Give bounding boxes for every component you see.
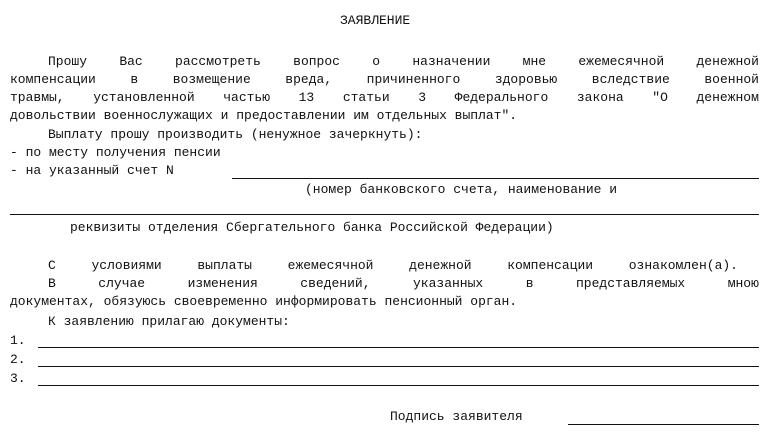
attach-prompt: К заявлению прилагаю документы: xyxy=(48,314,290,329)
word: выплаты xyxy=(197,258,252,273)
word: мне xyxy=(522,54,547,69)
account-number-line[interactable] xyxy=(232,178,759,179)
word: изменения xyxy=(187,276,258,291)
word: сведений, xyxy=(300,276,371,291)
word: 3 xyxy=(418,90,427,105)
change-line-2: документах, обязуюсь своевременно информировать пенсионный орган. xyxy=(10,294,518,309)
word: денежной xyxy=(696,54,759,69)
word: ознакомлен(а). xyxy=(628,258,738,273)
change-line xyxy=(48,275,759,292)
word: военной xyxy=(704,72,759,87)
word: условиями xyxy=(91,258,162,273)
word: статьи xyxy=(342,90,390,105)
payment-prompt: Выплату прошу производить (ненужное зачеркнуть): xyxy=(48,127,423,142)
word: здоровью xyxy=(494,72,558,87)
attach-number-2: 2. xyxy=(10,352,26,367)
payment-option-pension[interactable]: - по месту получения пенсии xyxy=(10,145,221,160)
word: компенсации xyxy=(507,258,594,273)
paragraph1-line3 xyxy=(10,89,759,106)
attach-line-3[interactable] xyxy=(38,385,759,386)
word: назначении xyxy=(412,54,491,69)
word: мною xyxy=(727,276,759,291)
word: ежемесячной xyxy=(578,54,665,69)
word: вследствие xyxy=(591,72,670,87)
word: в xyxy=(130,72,139,87)
word: возмещение xyxy=(172,72,251,87)
word: Вас xyxy=(119,54,143,69)
attach-line-1[interactable] xyxy=(38,347,759,348)
attach-line-2[interactable] xyxy=(38,366,759,367)
word: рассмотреть xyxy=(175,54,261,69)
signature-label: Подпись заявителя xyxy=(390,409,523,424)
word: компенсации xyxy=(10,72,96,87)
attach-number-1: 1. xyxy=(10,333,26,348)
account-hint-1: (номер банковского счета, наименование и xyxy=(305,182,618,197)
document-title: ЗАЯВЛЕНИЕ xyxy=(340,13,411,28)
word: о xyxy=(372,54,381,69)
word: в xyxy=(525,276,534,291)
word: денежном xyxy=(696,90,759,105)
paragraph1-line1 xyxy=(48,53,759,70)
word: вреда, xyxy=(285,72,333,87)
word: травмы, xyxy=(10,90,65,105)
word: денежной xyxy=(409,258,472,273)
payment-option-account[interactable]: - на указанный счет N xyxy=(10,163,174,178)
word: представляемых xyxy=(576,276,686,291)
word: частью xyxy=(223,90,271,105)
signature-line[interactable] xyxy=(568,424,759,425)
paragraph1-line4: довольствии военнослужащих и предоставлении им отдельных выплат". xyxy=(10,108,518,123)
word: Федерального xyxy=(454,90,549,105)
attach-number-3: 3. xyxy=(10,371,26,386)
word: ежемесячной xyxy=(287,258,374,273)
word: "О xyxy=(652,90,668,105)
word: причиненного xyxy=(366,72,461,87)
word: вопрос xyxy=(293,54,340,69)
word: указанных xyxy=(413,276,484,291)
word: установленной xyxy=(93,90,195,105)
word: В xyxy=(48,276,56,291)
word: закона xyxy=(576,90,624,105)
word: случае xyxy=(98,276,146,291)
word: 13 xyxy=(298,90,315,105)
bank-details-line[interactable] xyxy=(10,214,759,215)
account-hint-2: реквизиты отделения Сбергательного банка Российской Федерации) xyxy=(70,220,554,235)
paragraph1-line2 xyxy=(10,71,759,88)
word: С xyxy=(48,258,56,273)
word: Прошу xyxy=(48,54,88,69)
conditions-line xyxy=(48,257,738,274)
